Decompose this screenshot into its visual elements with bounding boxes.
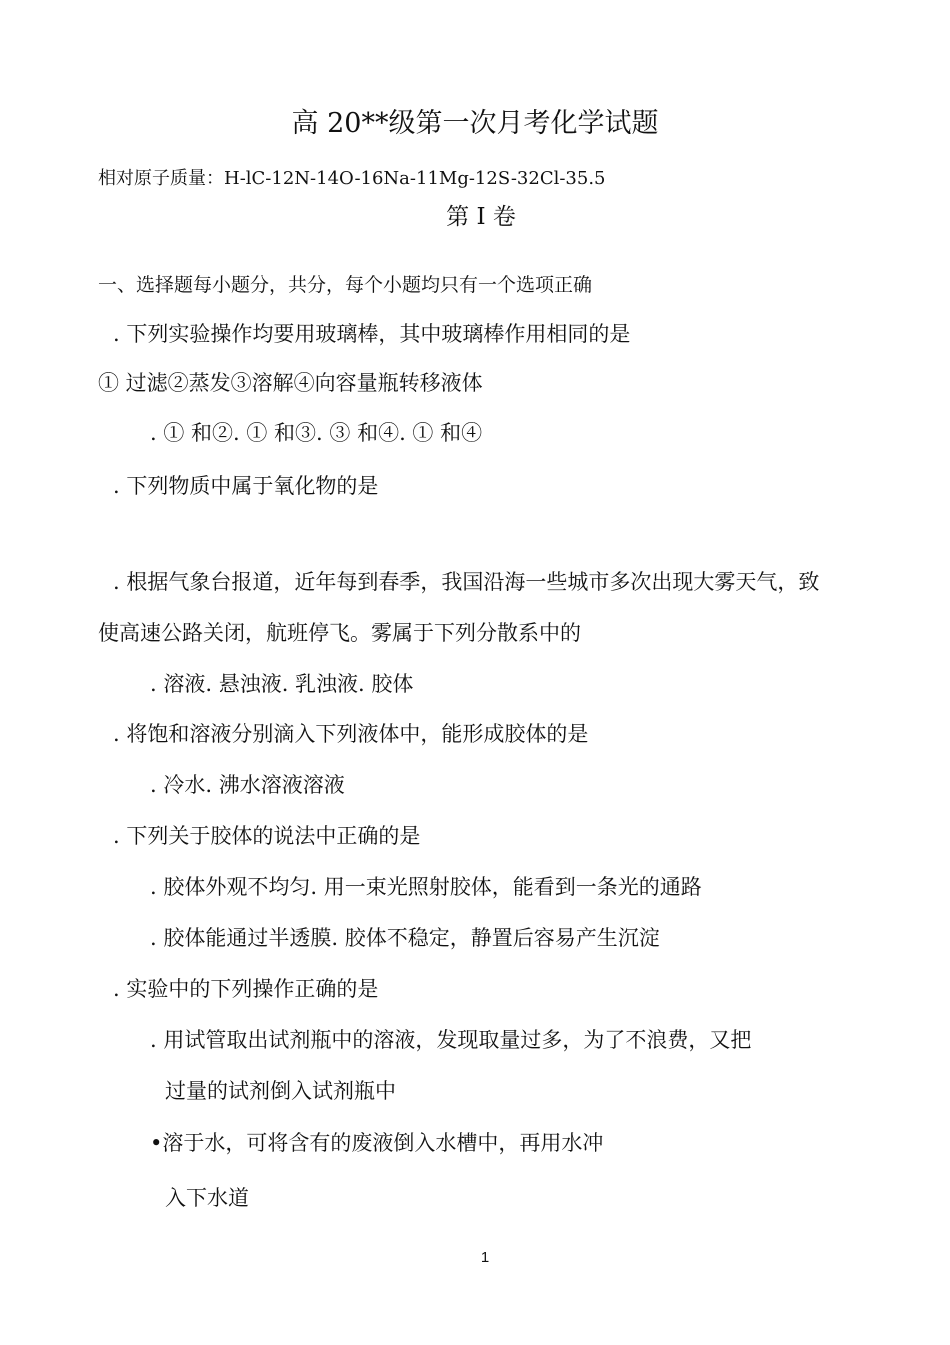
question-6-option-a-line-1: . 用试管取出试剂瓶中的溶液，发现取量过多，为了不浪费，又把 [150,1028,752,1052]
page-title: 高 20**级第一次月考化学试题 [291,108,659,139]
question-6-option-a-line-2: 过量的试剂倒入试剂瓶中 [165,1079,396,1103]
question-2-stem: . 下列物质中属于氧化物的是 [113,474,379,498]
section-heading: 一、选择题每小题分，共分，每个小题均只有一个选项正确 [98,274,593,296]
page-number: 1 [480,1249,490,1266]
volume-label: 第 I 卷 [446,204,516,230]
question-3-stem-line-1: . 根据气象台报道，近年每到春季，我国沿海一些城市多次出现大雾天气，致 [113,570,820,594]
question-4-options: . 冷水. 沸水溶液溶液 [150,773,345,797]
question-1-stem: . 下列实验操作均要用玻璃棒，其中玻璃棒作用相同的是 [113,322,631,346]
question-3-stem-line-2: 使高速公路关闭，航班停飞。雾属于下列分散系中的 [98,621,581,645]
question-5-stem: . 下列关于胶体的说法中正确的是 [113,824,421,848]
question-3-options: . 溶液. 悬浊液. 乳浊液. 胶体 [150,672,414,696]
question-5-options-line-1: . 胶体外观不均匀. 用一束光照射胶体，能看到一条光的通路 [150,875,702,899]
question-6-option-b-line-2: 入下水道 [165,1186,249,1210]
question-1-items: ① 过滤②蒸发③溶解④向容量瓶转移液体 [98,371,483,395]
question-6-option-b-line-1: •溶于水，可将含有的废液倒入水槽中，再用水冲 [150,1131,604,1155]
atomic-masses-line: 相对原子质量：H-lC-12N-14O-16Na-11Mg-12S-32Cl-35.5 [98,168,606,189]
question-4-stem: . 将饱和溶液分别滴入下列液体中，能形成胶体的是 [113,722,589,746]
question-6-stem: . 实验中的下列操作正确的是 [113,977,379,1001]
question-5-options-line-2: . 胶体能通过半透膜. 胶体不稳定，静置后容易产生沉淀 [150,926,660,950]
question-1-options: . ① 和②. ① 和③. ③ 和④. ① 和④ [150,421,483,445]
